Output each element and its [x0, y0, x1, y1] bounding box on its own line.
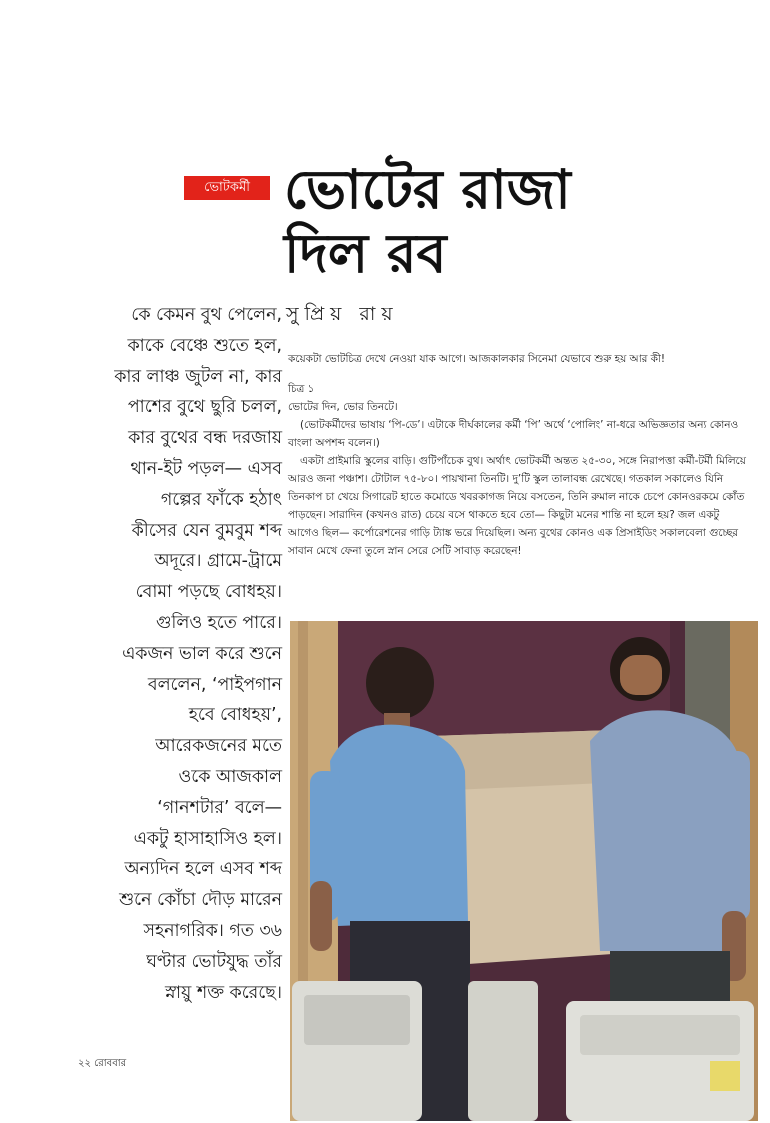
- pull-quote-line: ওকে আজকাল: [178, 766, 282, 787]
- pull-quote-line: গুলিও হতে পারে।: [155, 612, 282, 633]
- article-photo: [290, 621, 758, 1121]
- body-line: (ভোটকর্মীদের ভাষায় ‘পি-ডে’। এটাকে দীর্ঘকালের কর্মী ‘পি’ অর্থে ‘পোলিং’ না-ধরে অভিজ্ঞতার অন্য কোনও বাংলা অপশব্দ বলেন।): [288, 419, 739, 449]
- intro-paragraph: কয়েকটা ভোটচিত্র দেখে নেওয়া যাক আগে। আজকালকার সিনেমা যেভাবে শুরু হয় আর কী!: [288, 353, 666, 365]
- pull-quote-line: হবে বোধহয়’,: [188, 705, 282, 726]
- pull-quote-line: বললেন, ‘পাইপগান: [147, 674, 282, 695]
- pull-quote-line: ঘণ্টার ভোটযুদ্ধ তাঁর: [146, 951, 282, 972]
- pull-quote-line: অদূরে। গ্রামে-ট্রামে: [154, 551, 282, 572]
- headline: [284, 158, 754, 286]
- section-label: চিত্র ১: [288, 383, 315, 395]
- body-line: ভোটের দিন, ভোর তিনটে।: [288, 401, 398, 413]
- photo-illustration: [290, 621, 758, 1121]
- headline-line-1: ভোটের রাজা: [284, 158, 571, 221]
- pull-quote-line: একটু হাসাহাসিও হল।: [133, 828, 282, 849]
- pull-quote-line: কার বুথের বন্ধ দরজায়: [128, 428, 282, 449]
- pull-quote-line: আরেকজনের মতে: [155, 736, 282, 757]
- page-folio: ২২ রোববার: [78, 1058, 127, 1069]
- body-paragraph: একটা প্রাইমারি স্কুলের বাড়ি। গুটিপাঁচেক বুথ। অর্থাৎ ভোটকর্মী অন্তত ২৫-৩০, সঙ্গে নিরাপত্তা কর্মী-টর্মী মিলিয়ে আরও জনা পঞ্চাশ। টোটাল ৭৫-৮০। পায়খানা তিনটি। দু’টি স্কুল তালাবন্ধ রেখেছে। গতকাল সকালেও যিনি তিনকাপ চা খেয়ে সিগারেট হাতে কমোডে খবরকাগজ নিয়ে বসতেন, তিনি রুমাল নাকে চেপে কোনওরকমে কোঁত পাড়ছেন। সারাদিন (কখনও রাত) চেয়ে বসে থাকতে হবে তো— কিছুটা মনের শান্তি না হলে হয়? জল একটু আগেও ছিল— কর্পোরেশনের গাড়ি ট্যাঙ্ক ভরে দিয়েছিল। অন্য বুথের কোনও এক প্রিসাইডিং সকালবেলা গুচ্ছের সাবান মেখে ফেনা তুলে স্নান সেরে সেটি সাবাড় করেছেন!: [288, 455, 746, 557]
- article-body: [288, 350, 750, 560]
- pull-quote-line: কার লাঞ্চ জুটল না, কার: [114, 366, 282, 387]
- pull-quote-line: থান-ইট পড়ল— এসব: [130, 458, 282, 479]
- byline: সুপ্রিয় রায়: [286, 303, 399, 325]
- pull-quote-line: কে কেমন বুথ পেলেন,: [131, 305, 282, 325]
- headline-line-2: দিল রব: [284, 222, 447, 285]
- pull-quote-line: কাকে বেঞ্চে শুতে হল,: [127, 335, 282, 356]
- pull-quote: [40, 300, 282, 1008]
- pull-quote-line: স্নায়ু শক্ত করেছে।: [164, 982, 282, 1003]
- pull-quote-line: গল্পের ফাঁকে হঠাৎ: [160, 489, 282, 510]
- pull-quote-line: শুনে কোঁচা দৌড় মারেন: [119, 890, 282, 911]
- pull-quote-line: সহনাগরিক। গত ৩৬: [143, 920, 282, 941]
- pull-quote-line: ‘গানশটার’ বলে—: [157, 797, 282, 818]
- section-tag: ভোটকর্মী: [204, 180, 250, 195]
- pull-quote-line: অন্যদিন হলে এসব শব্দ: [124, 859, 282, 880]
- pull-quote-line: একজন ভাল করে শুনে: [122, 643, 282, 664]
- pull-quote-line: কীসের যেন বুমবুম শব্দ: [131, 520, 282, 541]
- pull-quote-line: বোমা পড়ছে বোধহয়।: [135, 582, 282, 603]
- pull-quote-line: পাশের বুথে ছুরি চলল,: [127, 397, 282, 418]
